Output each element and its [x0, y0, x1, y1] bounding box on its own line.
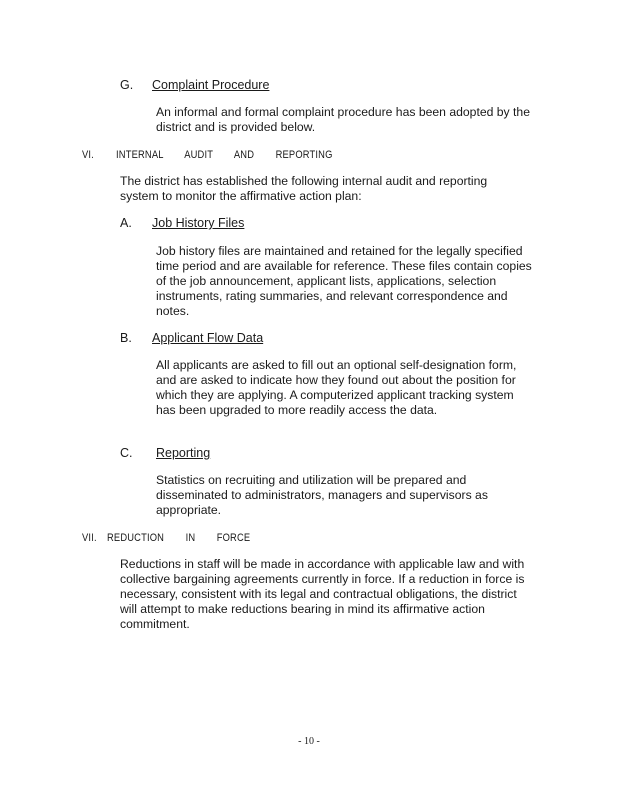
- page-number: - 10 -: [298, 736, 320, 747]
- section-vi-title: INTERNAL AUDIT AND REPORTING: [116, 149, 333, 161]
- subsection-g-title: Complaint Procedure: [152, 78, 270, 92]
- section-vi-number: VI.: [82, 149, 94, 161]
- subsection-c-letter: C.: [120, 446, 133, 460]
- section-vii-title: REDUCTION IN FORCE: [107, 532, 251, 544]
- subsection-b-text: All applicants are asked to fill out an optional self-designation form, and are asked to indicate how they found out about the position for which they are applying. A computerized applicant tracking system has been upgraded to more readily access the data.: [156, 358, 517, 417]
- subsection-c-title: Reporting: [156, 446, 211, 460]
- subsection-a-text: Job history files are maintained and retained for the legally specified time period and are available for reference. These files contain copies of the job announcement, applicant lists, applications, selection instruments, rating summaries, and relevant correspondence and notes.: [156, 244, 532, 318]
- subsection-c-text: Statistics on recruiting and utilization will be prepared and disseminated to administrators, managers and supervisors as appropriate.: [156, 473, 488, 517]
- section-vii-text: Reductions in staff will be made in accordance with applicable law and with collective bargaining agreements currently in force. If a reduction in force is necessary, consistent with its legal and contractual obligations, the district will attempt to make reductions bearing in mind its affirmative action commitment.: [120, 557, 525, 631]
- subsection-a-title: Job History Files: [152, 216, 245, 230]
- subsection-b-title: Applicant Flow Data: [152, 331, 264, 345]
- subsection-b-letter: B.: [120, 331, 132, 345]
- subsection-g-text: An informal and formal complaint procedure has been adopted by the district and is provided below.: [156, 105, 530, 134]
- section-vi-intro: The district has established the following internal audit and reporting system to monitor the affirmative action plan:: [120, 174, 488, 203]
- subsection-g-letter: G.: [120, 78, 134, 92]
- subsection-a-letter: A.: [120, 216, 132, 230]
- section-vii-number: VII.: [82, 532, 97, 544]
